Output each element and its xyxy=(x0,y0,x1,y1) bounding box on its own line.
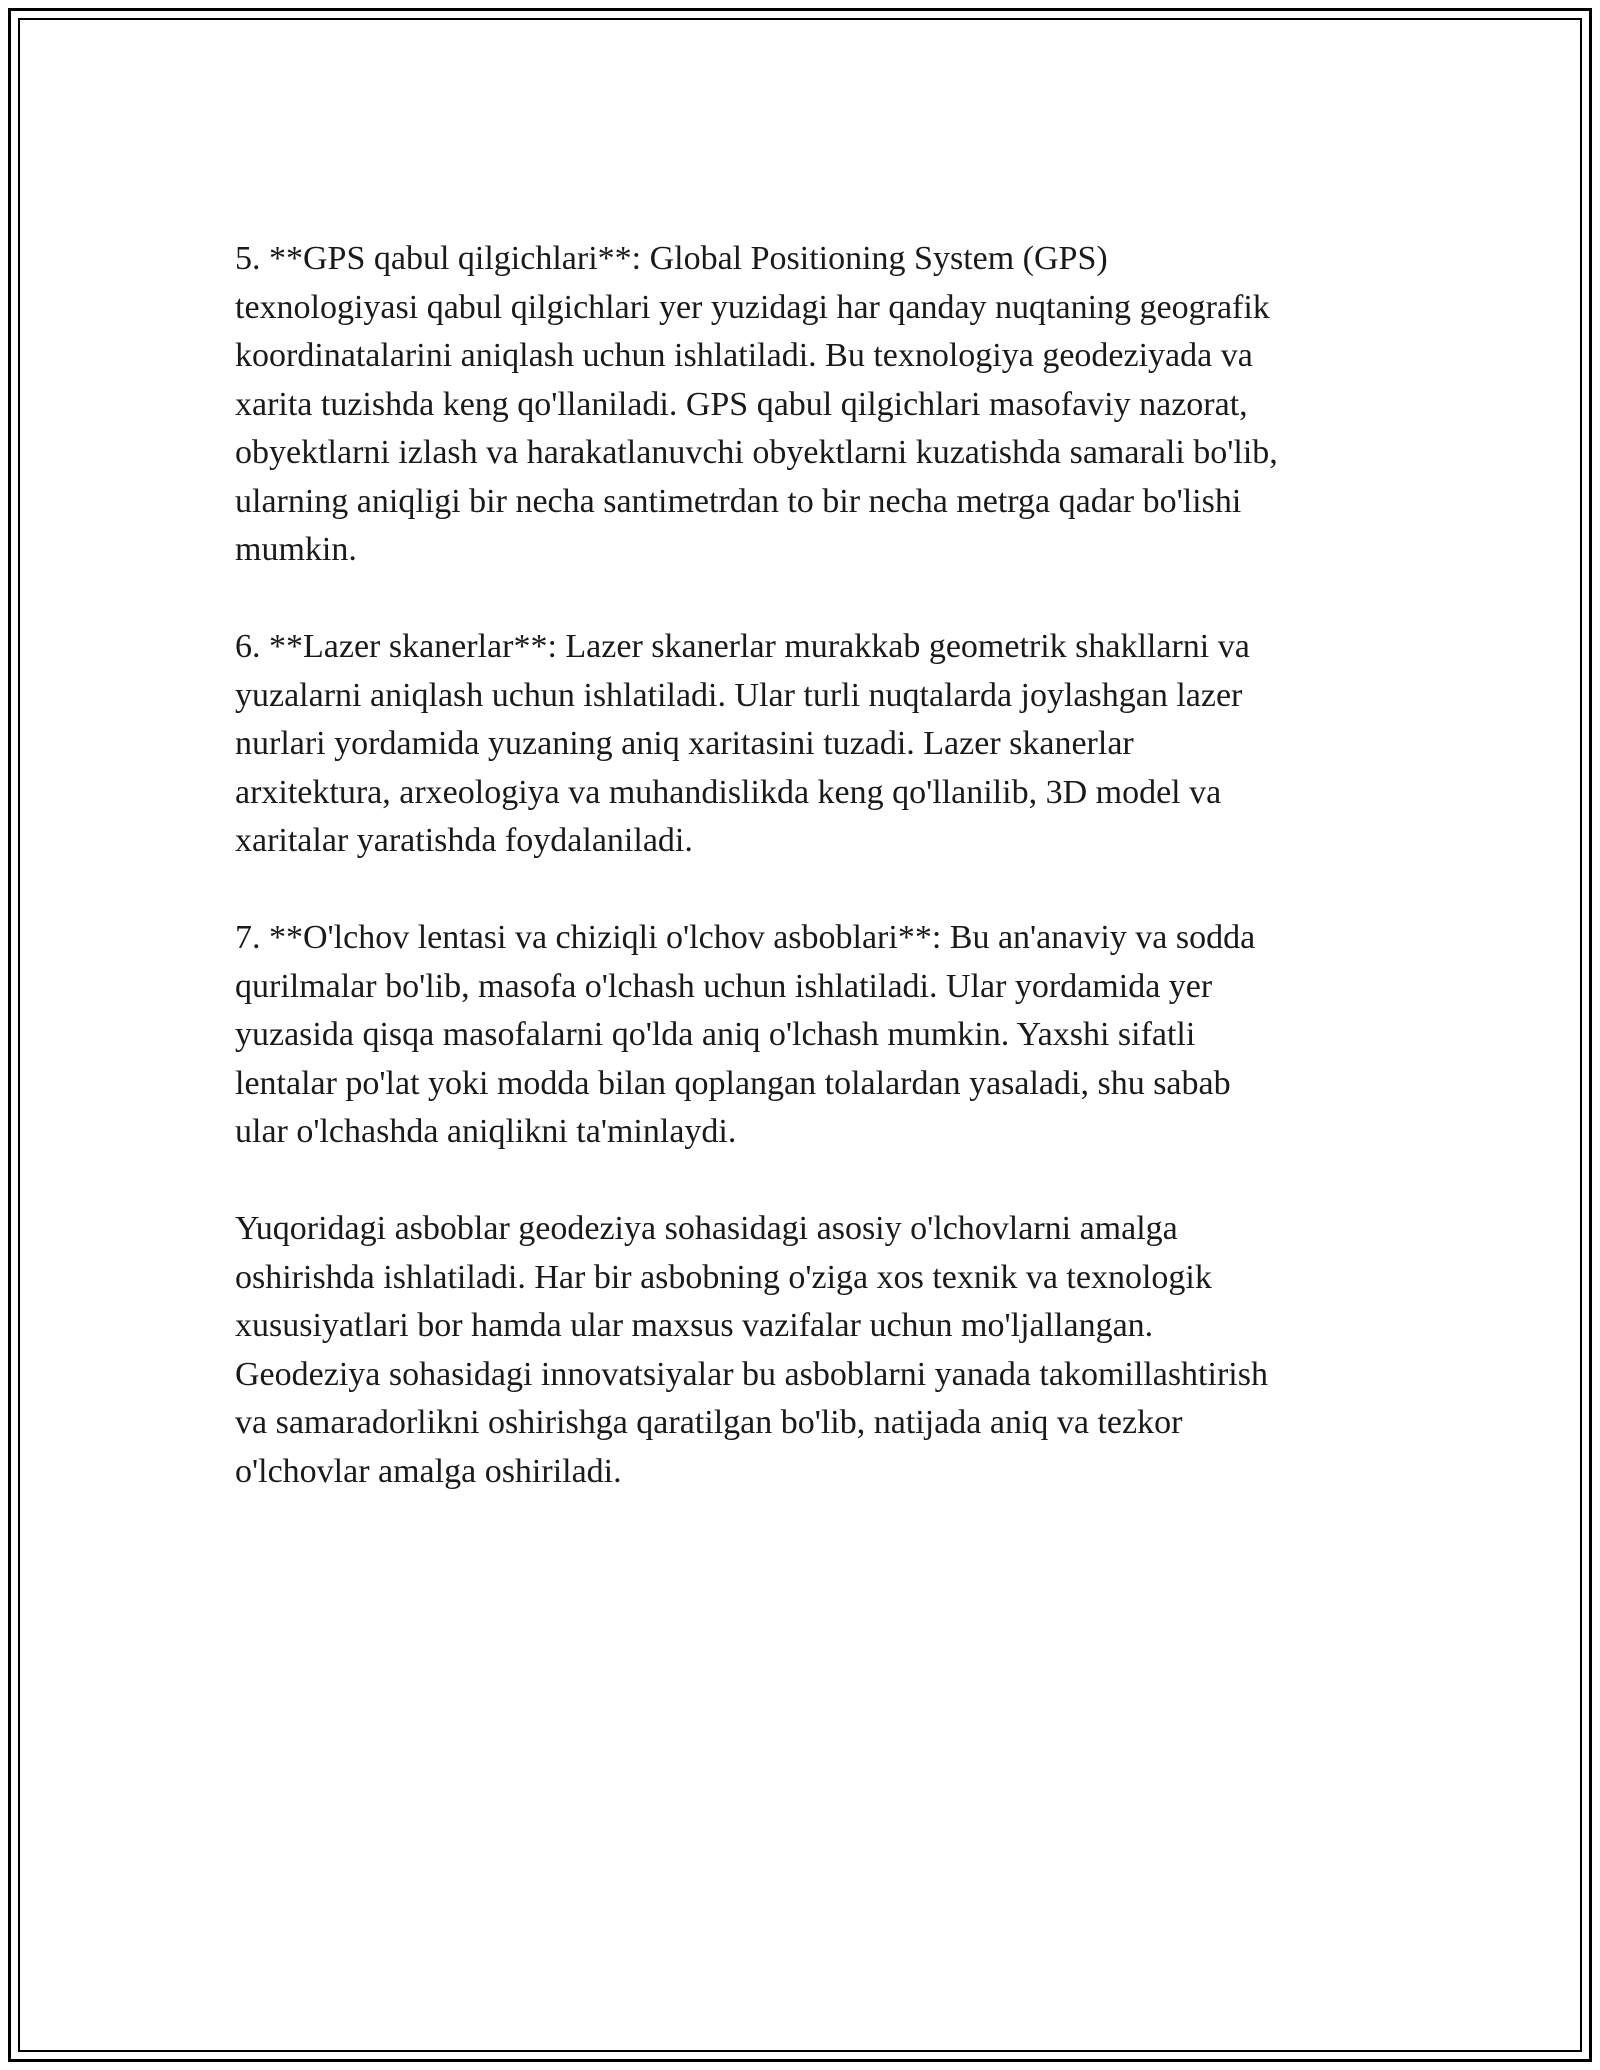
paragraph-gps-receivers: 5. **GPS qabul qilgichlari**: Global Positioning System (GPS) texnologiyasi qabul qilgichlari yer yuzidagi har qanday nuqtaning geografik koordinatalarini aniqlash uchun ishlatiladi. Bu texnologiya geodeziyada va xarita tuzishda keng qo'llaniladi. GPS qabul qilgichlari masofaviy nazorat, obyektlarni izlash va harakatlanuvchi obyektlarni kuzatishda samarali bo'lib, ularning aniqligi bir necha santimetrdan to bir necha metrga qadar bo'lishi mumkin. xyxy=(235,240,1278,568)
paragraph-measuring-tape: 7. **O'lchov lentasi va chiziqli o'lchov asboblari**: Bu an'anaviy va sodda qurilmalar bo'lib, masofa o'lchash uchun ishlatiladi. Ular yordamida yer yuzasida qisqa masofalarni qo'lda aniq o'lchash mumkin. Yaxshi sifatli lentalar po'lat yoki modda bilan qoplangan tolalardan yasaladi, shu sabab ular o'lchashda aniqlikni ta'minlaydi. xyxy=(235,919,1256,1150)
paragraph-laser-scanners: 6. **Lazer skanerlar**: Lazer skanerlar murakkab geometrik shakllarni va yuzalarni aniqlash uchun ishlatiladi. Ular turli nuqtalarda joylashgan lazer nurlari yordamida yuzaning aniq xaritasini tuzadi. Lazer skanerlar arxitektura, arxeologiya va muhandislikda keng qo'llanilib, 3D model va xaritalar yaratishda foydalaniladi. xyxy=(235,628,1250,859)
document-body xyxy=(235,235,1365,1545)
paragraph-conclusion: Yuqoridagi asboblar geodeziya sohasidagi asosiy o'lchovlarni amalga oshirishda ishlatiladi. Har bir asbobning o'ziga xos texnik va texnologik xususiyatlari bor hamda ular maxsus vazifalar uchun mo'ljallangan. Geodeziya sohasidagi innovatsiyalar bu asboblarni yanada takomillashtirish va samaradorlikni oshirishga qaratilgan bo'lib, natijada aniq va tezkor o'lchovlar amalga oshiriladi. xyxy=(235,1210,1268,1490)
